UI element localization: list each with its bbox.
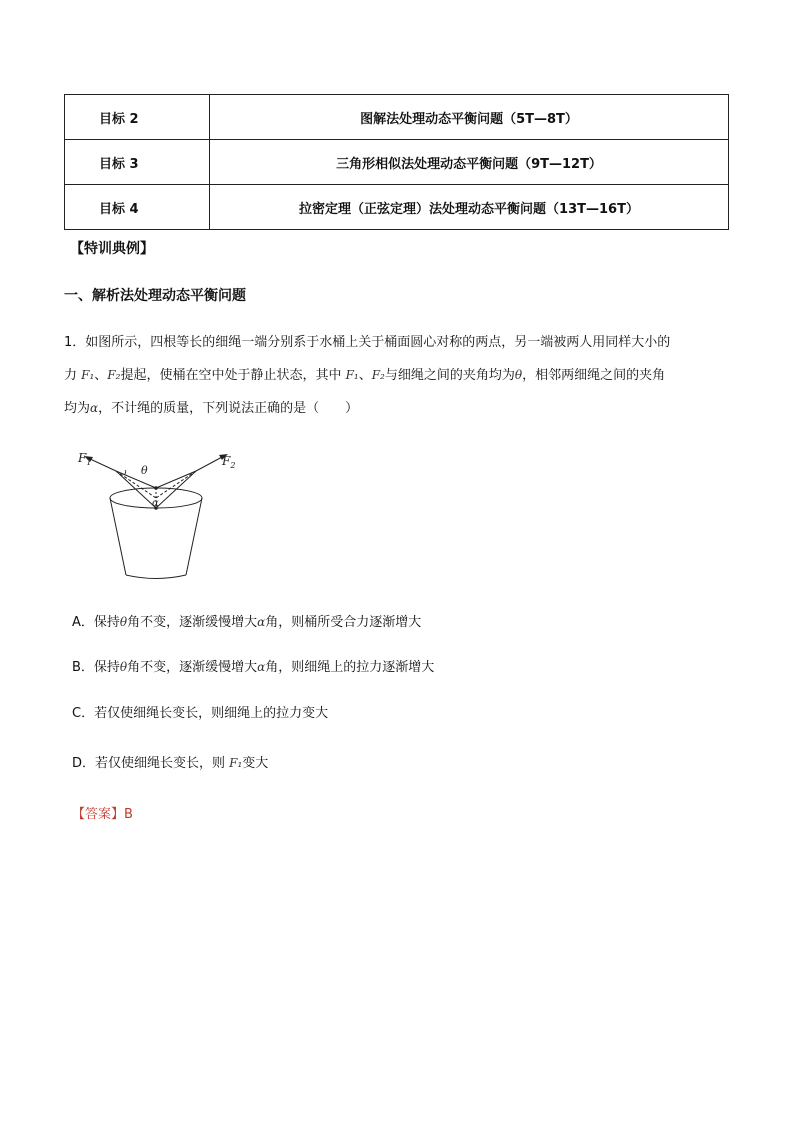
goal-row [65, 140, 729, 185]
text-seg: 均为 [64, 401, 91, 416]
question-line-2 [64, 359, 734, 392]
text-seg: 角，则细绳上的拉力逐渐增大 [265, 660, 435, 675]
label-f2-sub: 2 [230, 461, 236, 470]
text-seg: 、 [358, 368, 372, 383]
text-seg: ，相邻两细绳之间的夹角 [522, 368, 666, 383]
bucket-figure [74, 448, 244, 584]
force-arrow-f2 [196, 456, 224, 471]
symbol-theta: θ [119, 615, 128, 629]
text-seg: C．若仅使细绳长变长，则细绳上的拉力变大 [72, 706, 329, 721]
symbol-theta: θ [119, 660, 128, 674]
question-number: 1． [64, 335, 86, 350]
rope [156, 471, 196, 508]
rope-hidden [116, 471, 156, 498]
goal-label: 目标 2 [65, 95, 210, 140]
question-line-1 [64, 326, 734, 359]
text-seg: 变大 [242, 756, 269, 771]
symbol-alpha: α [257, 615, 266, 629]
label-f1-letter: F [78, 451, 87, 465]
symbol-f1: F₁ [81, 368, 95, 382]
text-seg: ，不计绳的质量，下列说法正确的是（ ） [98, 401, 359, 416]
angle-arc [124, 470, 126, 475]
symbol-f2: F₂ [371, 368, 385, 382]
text-seg: 提起，使桶在空中处于静止状态，其中 [120, 368, 346, 383]
symbol-theta: θ [514, 368, 523, 382]
answer [72, 803, 133, 822]
option-d[interactable] [72, 752, 268, 771]
label-theta: θ [141, 464, 148, 477]
symbol-f1: F₁ [345, 368, 359, 382]
text-seg: B．保持 [72, 660, 120, 675]
goal-label: 目标 3 [65, 140, 210, 185]
attach-point [154, 486, 158, 490]
text-seg: 角，则桶所受合力逐渐增大 [265, 615, 422, 630]
force-arrow-f1 [88, 458, 116, 471]
question-text [64, 326, 734, 425]
section-title: 一、解析法处理动态平衡问题 [64, 288, 246, 304]
answer-value: B [124, 807, 133, 822]
text-seg: D．若仅使细绳长变长，则 [72, 756, 230, 771]
question-line-3 [64, 392, 734, 425]
goal-row [65, 185, 729, 230]
answer-label: 【答案】 [72, 807, 125, 822]
rope-hidden [156, 471, 196, 498]
label-f1-sub: 1 [86, 458, 92, 467]
bucket-side-left [110, 498, 126, 575]
goal-row [65, 95, 729, 140]
bucket-bottom [126, 575, 186, 579]
goal-desc: 拉密定理（正弦定理）法处理动态平衡问题（13T—16T） [210, 185, 729, 230]
goal-desc: 三角形相似法处理动态平衡问题（9T—12T） [210, 140, 729, 185]
option-c[interactable] [72, 702, 328, 721]
symbol-f2: F₂ [107, 368, 121, 382]
rope [116, 471, 156, 488]
label-f1 [77, 451, 91, 467]
symbol-alpha: α [90, 401, 99, 415]
bucket-side-right [186, 498, 202, 575]
label-f2-letter: F [222, 454, 231, 468]
rope [116, 471, 156, 508]
label-f2 [221, 454, 235, 470]
symbol-alpha: α [257, 660, 266, 674]
question-line-1-text: 如图所示，四根等长的细绳一端分别系于水桶上关于桶面圆心对称的两点，另一端被两人用同样大小的 [85, 335, 671, 350]
text-seg: 与细绳之间的夹角均为 [384, 368, 515, 383]
symbol-f1: F₁ [229, 756, 243, 770]
goal-desc: 图解法处理动态平衡问题（5T—8T） [210, 95, 729, 140]
goal-label: 目标 4 [65, 185, 210, 230]
text-seg: A．保持 [72, 615, 120, 630]
text-seg: 力 [64, 368, 82, 383]
text-seg: 角不变，逐渐缓慢增大 [127, 660, 258, 675]
option-a[interactable] [72, 611, 421, 630]
goals-table [64, 94, 729, 230]
text-seg: 角不变，逐渐缓慢增大 [127, 615, 258, 630]
option-b[interactable] [72, 656, 434, 675]
section-heading-bracket: 【特训典例】 [70, 241, 154, 257]
text-seg: 、 [94, 368, 108, 383]
label-alpha: α [152, 498, 159, 509]
rope [156, 471, 196, 488]
